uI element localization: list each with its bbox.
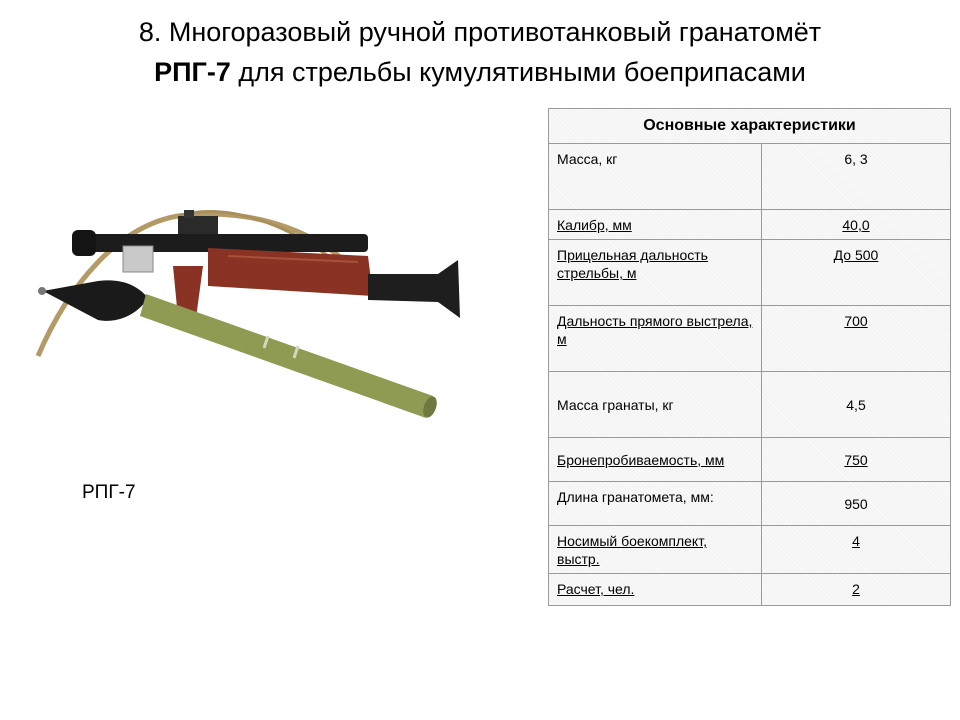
slide-title [0,12,960,92]
spec-label: Бронепробиваемость, мм [549,438,762,482]
sight-mount [178,216,218,234]
wooden-heat-guard [208,248,373,296]
table-row [549,372,951,438]
spec-value: 700 [762,306,951,372]
spec-label: Расчет, чел. [549,574,762,606]
table-row [549,306,951,372]
launcher-nozzle [368,260,460,318]
grenade-motor-tube [140,294,433,418]
table-row [549,210,951,240]
spec-value: 4,5 [762,372,951,438]
table-row [549,438,951,482]
photo-caption: РПГ-7 [82,482,136,503]
spec-label: Масса, кг [549,144,762,210]
spec-label: Длина гранатомета, мм: [549,482,762,526]
spec-value: 4 [762,526,951,574]
table-row [549,240,951,306]
title-weapon-name: РПГ-7 [154,57,231,87]
rpg7-photo [28,196,478,446]
table-header-row [549,109,951,144]
table-row [549,574,951,606]
spec-value: 40,0 [762,210,951,240]
table-row [549,526,951,574]
spec-label: Прицельная дальность стрельбы, м [549,240,762,306]
spec-label: Калибр, мм [549,210,762,240]
table-header: Основные характеристики [549,109,951,144]
spec-label: Масса гранаты, кг [549,372,762,438]
spec-value: 6, 3 [762,144,951,210]
trigger-plate [123,246,153,272]
table-row [549,144,951,210]
title-line-2 [0,52,960,92]
spec-label: Носимый боекомплект, выстр. [549,526,762,574]
spec-value: До 500 [762,240,951,306]
spec-label: Дальность прямого выстрела, м [549,306,762,372]
title-line-2-rest: для стрельбы кумулятивными боеприпасами [230,57,806,87]
spec-value: 750 [762,438,951,482]
title-line-1: 8. Многоразовый ручной противотанковый гранатомёт [138,17,822,47]
spec-value: 2 [762,574,951,606]
table-row [549,482,951,526]
spec-value: 950 [762,482,951,526]
specifications-table [548,108,951,606]
